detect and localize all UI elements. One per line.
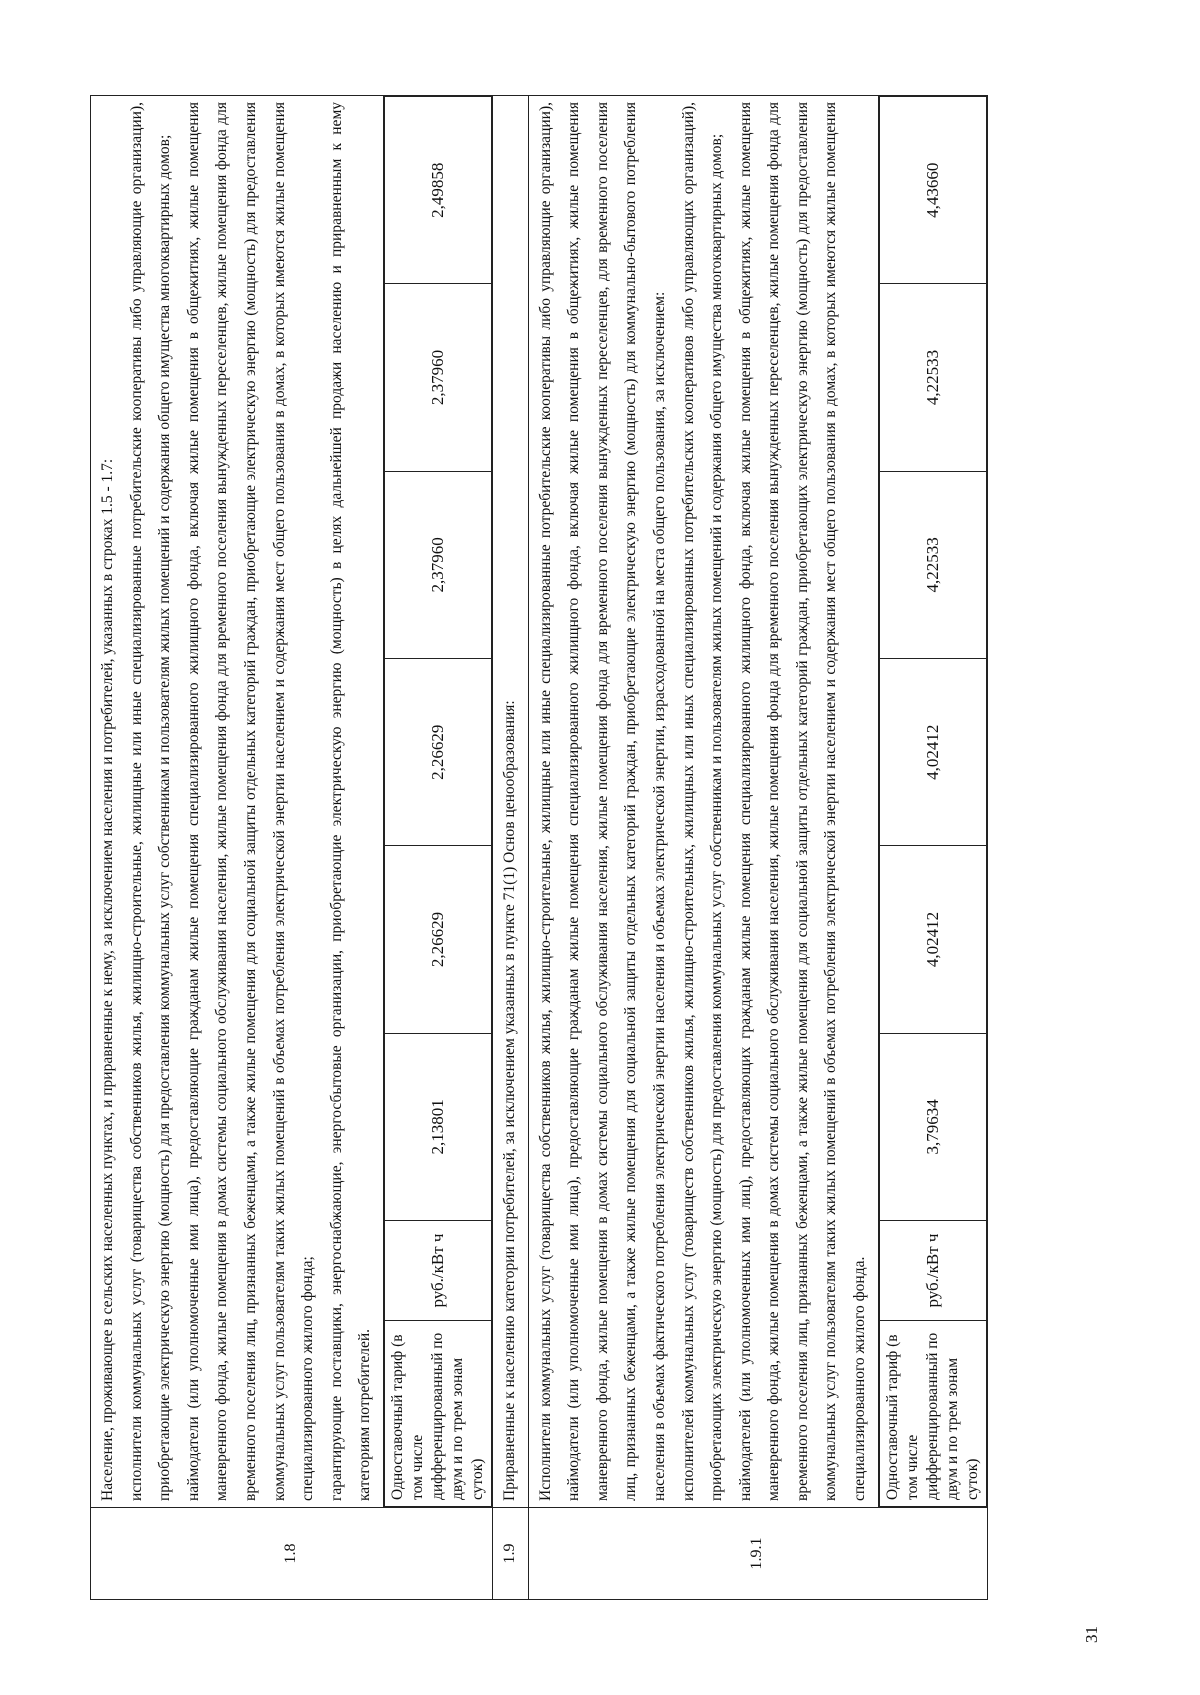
- table-row-1-9-1: [528, 96, 878, 1600]
- tariff-value: 4,02412: [879, 846, 986, 1033]
- tariff-label: Одноставочный тариф (в том числе дифференцированный по двум и по трем зонам суток): [384, 1321, 491, 1507]
- table-row-1-9-1-tariff: [878, 96, 987, 1600]
- row-1-9-1-text: [528, 96, 878, 1508]
- row-1-9-1-paragraph: исполнителей коммунальных услуг (товариществ собственников жилья, жилищно-строительных, жилищных или иных специализированных потребительских кооперативов либо управляющих организаций), приобретающих электрическую энергию (мощность) для предоставления коммунальных услуг собственникам и пользователям жилых помещений и содержания общего имущества многоквартирных домов;: [679, 102, 726, 1501]
- tariff-value: 4,22533: [879, 471, 986, 658]
- row-1-9-header: Приравненные к населению категории потребителей, за исключением указанных в пункте 71(1) Основ ценообразования:: [492, 96, 528, 1508]
- row-number-1-8: 1.8: [91, 1508, 493, 1600]
- tariff-value: 2,26629: [384, 659, 491, 846]
- tariff-subtable-1-9-1: [879, 96, 987, 1507]
- row-1-9-1-paragraph: наймодателей (или уполномоченных ими лиц), предоставляющих гражданам жилые помещения специализированного жилищного фонда, включая жилые помещения в общежитиях, жилые помещения маневренного фонда, жилые помещения в домах системы социального обслуживания населения, жилые помещения фонда для временного поселения вынужденных переселенцев, жилые помещения фонда для временного поселения лиц, признанных беженцами, а также жилые помещения для социальной защиты отдельных категорий граждан, приобретающих электрическую энергию (мощность) для предоставления коммунальных услуг пользователям таких жилых помещений в объемах потребления электрической энергии населением и содержания мест общего пользования в домах, в которых имеются жилые помещения специализированного жилого фонда.: [736, 102, 869, 1501]
- row-1-8-header: Население, проживающее в сельских населенных пунктах, и приравненные к нему, за исключением населения и потребителей, указанных в строках 1.5 - 1.7:: [99, 458, 116, 1501]
- tariff-unit: руб./кВт ч: [879, 1221, 986, 1321]
- tariff-value: 2,13801: [384, 1033, 491, 1220]
- tariff-value: 2,49858: [384, 97, 491, 284]
- tariff-cell-1-9-1: [878, 96, 987, 1508]
- tariff-value: 2,26629: [384, 846, 491, 1033]
- tariff-value: 4,02412: [879, 659, 986, 846]
- row-1-8-text: [91, 96, 384, 1508]
- tariff-label: Одноставочный тариф (в том числе дифференцированный по двум и по трем зонам суток): [879, 1321, 986, 1507]
- row-number-1-9: 1.9: [492, 1508, 528, 1600]
- row-number-1-9-1: 1.9.1: [528, 1508, 987, 1600]
- tariff-subtable-1-8: [384, 96, 492, 1507]
- tariff-value: 4,43660: [879, 97, 986, 284]
- row-1-9-1-paragraph: Исполнители коммунальных услуг (товарищества собственников жилья, жилищно-строительные, жилищные или иные специализированные потребительские кооперативы либо управляющие организации), наймодатели (или уполномоченные ими лица), предоставляющие гражданам жилые помещения специализированного жилищного фонда, включая жилые помещения в общежитиях, жилые помещения маневренного фонда, жилые помещения в домах системы социального обслуживания населения, жилые помещения фонда для временного поселения вынужденных переселенцев, для временного поселения лиц, признанных беженцами, а также жилые помещения для социальной защиты отдельных категорий граждан, приобретающие электрическую энергию (мощность) для коммунально-бытового потребления населения в объемах фактического потребления электрической энергии населения и объемах электрической энергии, израсходованной на места общего пользования, за исключением:: [536, 102, 668, 1501]
- row-1-8-paragraph: гарантирующие поставщики, энергоснабжающие, энергосбытовые организации, приобретающие электрическую энергию (мощность) в целях дальнейшей продажи населению и приравненным к нему категориям потребителей.: [327, 102, 374, 1501]
- tariff-table: [90, 95, 988, 1600]
- tariff-value: 3,79634: [879, 1033, 986, 1220]
- tariff-unit: руб./кВт ч: [384, 1221, 491, 1321]
- tariff-value: 2,37960: [384, 471, 491, 658]
- table-row-1-8: [91, 96, 384, 1600]
- tariff-cell-1-8: [383, 96, 492, 1508]
- row-1-8-paragraph: исполнители коммунальных услуг (товарищества собственников жилья, жилищно-строительные, жилищные или иные специализированные потребительские кооперативы либо управляющие организации), приобретающие электрическую энергию (мощность) для предоставления коммунальных услуг собственникам и пользователям жилых помещений и содержания общего имущества многоквартирных домов;: [127, 102, 174, 1501]
- table-row-1-9: [492, 96, 528, 1600]
- tariff-value: 4,22533: [879, 284, 986, 471]
- tariff-value: 2,37960: [384, 284, 491, 471]
- table-row-1-8-tariff: [383, 96, 492, 1600]
- page-number: 31: [1082, 1626, 1101, 1643]
- row-1-8-paragraph: наймодатели (или уполномоченные ими лица), предоставляющие гражданам жилые помещения специализированного жилищного фонда, включая жилые помещения в общежитиях, жилые помещения маневренного фонда, жилые помещения в домах системы социального обслуживания населения, жилые помещения фонда для временного поселения вынужденных переселенцев, жилые помещения фонда для временного поселения лиц, признанных беженцами, а также жилые помещения для социальной защиты отдельных категорий граждан, приобретающие электрическую энергию (мощность) для предоставления коммунальных услуг пользователям таких жилых помещений в объемах потребления электрической энергии населением и содержания мест общего пользования в домах, в которых имеются жилые помещения специализированного жилого фонда;: [184, 102, 317, 1501]
